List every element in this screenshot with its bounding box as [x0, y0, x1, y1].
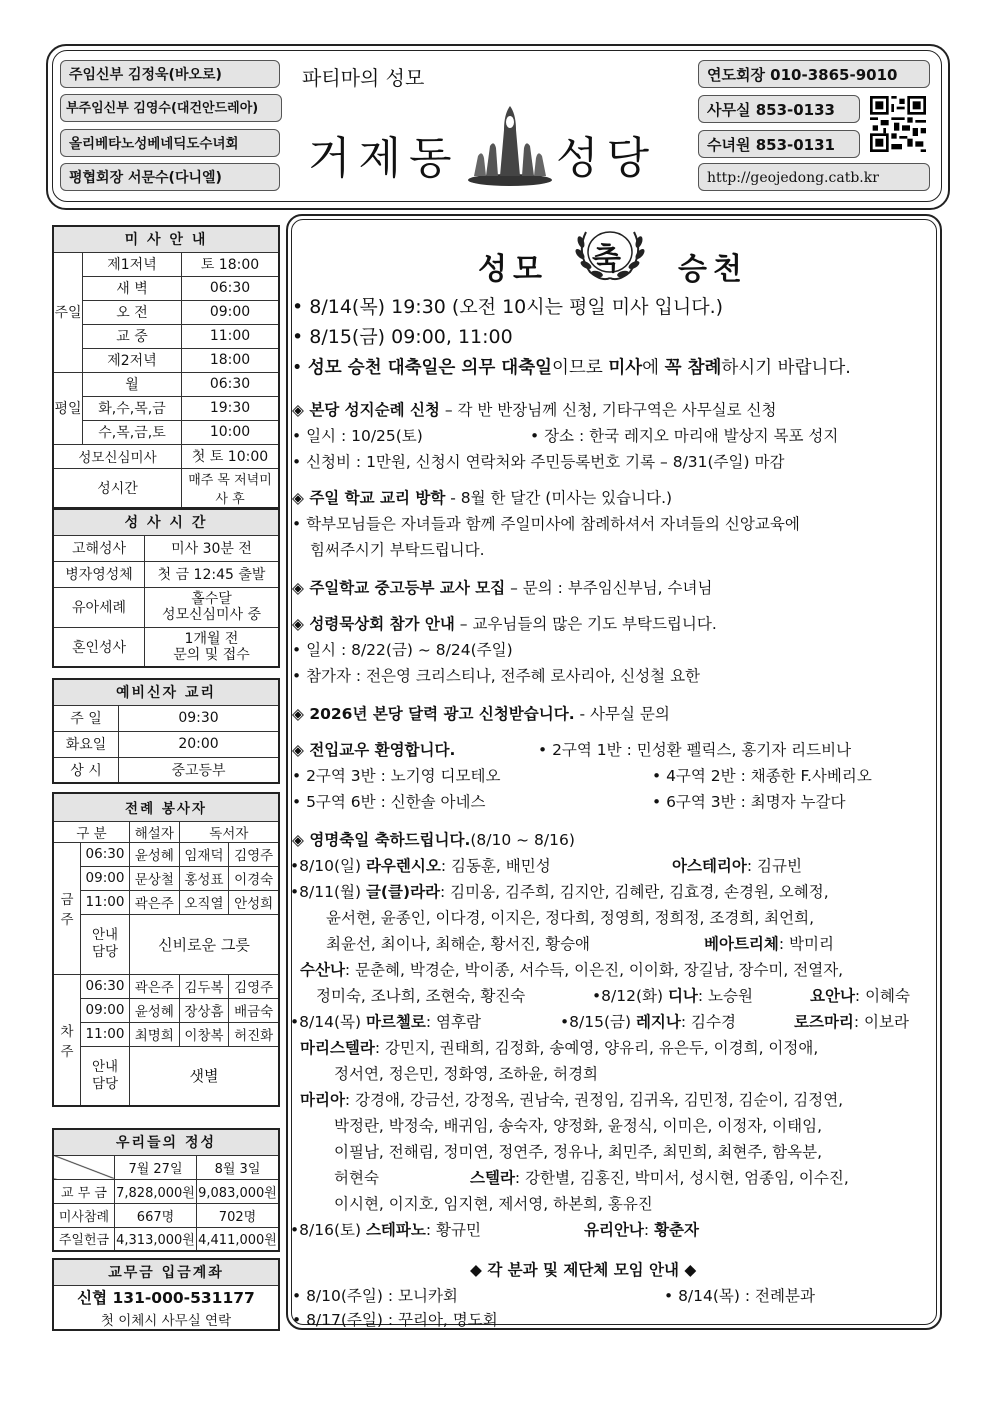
offering-corner: [53, 1155, 115, 1179]
text: 에: [642, 358, 665, 378]
feastday-line: [300, 1088, 843, 1110]
liturgy-time: 11:00: [81, 1022, 130, 1046]
funeral-contact: 연도회장 010-3865-9010: [698, 60, 930, 88]
liturgy-time: 11:00: [81, 890, 130, 914]
text: 아스테리아: [672, 857, 747, 875]
feastday-line: [290, 880, 829, 902]
liturgy-person: 허진화: [229, 1022, 279, 1046]
text: 수산나: [300, 961, 345, 979]
feastday-line: 허현숙: [334, 1169, 379, 1187]
feastday-line: [470, 1166, 849, 1188]
liturgy-person: 곽은주: [130, 890, 180, 914]
text: 베아트리체: [704, 935, 779, 953]
text: •8/12(화): [592, 987, 668, 1005]
liturgy-head: 해설자: [130, 821, 180, 842]
text: – 교우님들의 많은 기도 부탁드립니다.: [454, 615, 717, 633]
catechumen-time: 20:00: [119, 731, 280, 757]
text: : 노승원: [697, 987, 753, 1005]
text: : 김수경: [680, 1013, 736, 1031]
offering-date: 7월 27일: [115, 1155, 197, 1179]
text: 라우렌시오: [365, 857, 441, 875]
feastday-line: 이시현, 이지호, 임지현, 제서영, 하본희, 홍유진: [334, 1195, 653, 1213]
text: ◈ 주일 학교 교리 방학: [292, 489, 446, 507]
feastday-line: 박정란, 박정숙, 배귀임, 송숙자, 양정화, 윤정식, 이미은, 이정자, 이태임,: [334, 1117, 823, 1135]
school-break-text-2: 힘써주시기 부탁드립니다.: [310, 541, 485, 559]
liturgy-person: 안성희: [229, 890, 279, 914]
liturgy-title: 전례 봉사자: [53, 793, 279, 821]
guide-label: 안내 담당: [81, 1046, 130, 1106]
text: 글(클)라라: [365, 883, 441, 901]
offering-label: 교 무 금: [53, 1179, 115, 1203]
mass-time: 10:00: [182, 420, 280, 444]
offering-label: 미사참례: [53, 1203, 115, 1227]
mass-time: 첫 토 10:00: [182, 444, 280, 468]
sacrament-time: 미사 30분 전: [145, 535, 280, 561]
newcomer-item: • 6구역 3반 : 최명자 누갈다: [652, 793, 846, 811]
feast-title-right: 승천: [678, 252, 748, 287]
pilgrimage-place: • 장소 : 한국 레지오 마리애 발상지 목포 성지: [530, 427, 839, 445]
mass-name: 새 벽: [83, 276, 182, 300]
text: •: [292, 358, 308, 378]
next-week-label: 차주: [53, 974, 81, 1106]
text: : 김미옹, 김주희, 김지안, 김혜란, 김효경, 손경원, 오혜정,: [440, 883, 829, 901]
offering-label: 주일헌금: [53, 1227, 115, 1251]
liturgy-person: 문상철: [130, 866, 180, 890]
feastday-line: [290, 1010, 481, 1032]
pilgrimage-heading: [292, 398, 777, 420]
text: •8/11(월): [290, 883, 366, 901]
guide-label: 안내 담당: [81, 914, 130, 974]
slogan: 파티마의 성모: [302, 66, 425, 90]
calendar-ad-heading: [292, 702, 670, 724]
liturgy-head: 구 분: [53, 821, 130, 842]
feastday-line: 정미숙, 조나희, 조현숙, 황진숙: [316, 987, 526, 1005]
feastday-line: [290, 854, 551, 876]
feastday-line: [560, 1010, 736, 1032]
this-week-label: 금주: [53, 842, 81, 974]
retreat-participants: • 참가자 : 전은영 크리스티나, 전주혜 로사리아, 신성철 요한: [292, 667, 701, 685]
sacrament-time: 홀수달 성모신심미사 중: [145, 587, 280, 627]
feastday-line: [810, 984, 910, 1006]
mass-time: 11:00: [182, 324, 280, 348]
convent-phone: 수녀원 853-0131: [698, 130, 860, 158]
liturgy-time: 09:00: [81, 998, 130, 1022]
text: 이므로: [552, 358, 609, 378]
text: 유리안나: [584, 1221, 644, 1239]
text: : 박미리: [778, 935, 834, 953]
text: 마르첼로: [365, 1013, 426, 1031]
liturgy-person: 임재덕: [179, 842, 229, 866]
newcomer-item: • 2구역 3반 : 노기영 디모테오: [292, 767, 501, 785]
feast-title-left: 성모: [478, 252, 548, 287]
text: : 강경애, 강금선, 강정옥, 권남숙, 권정임, 김귀옥, 김민정, 김순이, 김정연,: [344, 1091, 844, 1109]
office-phone: 사무실 853-0133: [698, 95, 860, 123]
sacrament-name: 유아세례: [53, 587, 145, 627]
assistant-pastor-label: 부주임신부 김영수(대건안드레아): [60, 94, 282, 122]
sunday-label: 주일: [53, 252, 83, 372]
text: : 이보라: [853, 1013, 909, 1031]
sacrament-name: 혼인성사: [53, 627, 145, 667]
liturgy-table: [52, 792, 280, 1107]
text: ◈ 성령묵상회 참가 안내: [292, 615, 455, 633]
offering-value: 4,411,000원: [196, 1227, 279, 1251]
text: – 각 반 반장님께 신청, 기타구역은 사무실로 신청: [439, 401, 777, 419]
text: : 김동훈, 배민성: [440, 857, 551, 875]
text: 레지나: [635, 1013, 681, 1031]
liturgy-person: 최명희: [130, 1022, 180, 1046]
offering-value: 702명: [196, 1203, 279, 1227]
qr-code-icon[interactable]: [870, 96, 926, 152]
feastday-line: 정서연, 정은민, 정화영, 조하윤, 허경희: [334, 1065, 599, 1083]
meeting-item: • 8/10(주일) : 모니카회: [292, 1287, 458, 1305]
pastor-label: 주임신부 김정욱(바오로): [60, 60, 280, 88]
feastday-line: [794, 1010, 909, 1032]
text: : 강한별, 김홍진, 박미서, 성시현, 엄종임, 이수진,: [514, 1169, 849, 1187]
offering-value: 9,083,000원: [196, 1179, 279, 1203]
liturgy-person: 홍성표: [179, 866, 229, 890]
feastday-line: [290, 1218, 481, 1240]
sacrament-title: 성 사 시 간: [53, 509, 279, 535]
account-table: [52, 1258, 280, 1331]
feastday-line: 윤서현, 윤종인, 이다경, 이지은, 정다희, 정영희, 정희정, 조경희, 최언희,: [326, 909, 815, 927]
text: ◈ 영명축일 축하드립니다.: [292, 831, 471, 849]
liturgy-person: 김영주: [229, 974, 279, 998]
mass-name: 화,수,목,금: [83, 396, 182, 420]
text: 로즈마리: [794, 1013, 854, 1031]
feast-line-2: • 8/15(금) 09:00, 11:00: [292, 326, 513, 348]
feast-line-1: • 8/14(목) 19:30 (오전 10시는 평일 미사 입니다.): [292, 296, 724, 318]
liturgy-person: 윤성혜: [130, 842, 180, 866]
account-number: 신협 131-000-531177: [53, 1285, 279, 1309]
text: 요안나: [810, 987, 855, 1005]
text: 미사: [608, 358, 643, 378]
mass-time: 19:30: [182, 396, 280, 420]
church-logo-icon: [466, 100, 554, 188]
catechumen-day: 화요일: [53, 731, 119, 757]
liturgy-person: 윤성혜: [130, 998, 180, 1022]
liturgy-time: 06:30: [81, 974, 130, 998]
liturgy-head: 독서자: [179, 821, 279, 842]
mass-name: 제2저녁: [83, 348, 182, 372]
mass-name: 교 중: [83, 324, 182, 348]
text: 황춘자: [654, 1221, 699, 1239]
meetings-heading: ◆ 각 분과 및 제단체 모임 안내 ◆: [470, 1261, 697, 1279]
text: : 염후람: [425, 1013, 481, 1031]
text: 마리스텔라: [300, 1039, 375, 1057]
offering-table: [52, 1128, 280, 1252]
pilgrimage-date: • 일시 : 10/25(토): [292, 427, 423, 445]
offering-value: 7,828,000원: [115, 1179, 197, 1203]
guide-group: 샛별: [130, 1046, 280, 1106]
text: •8/15(금): [560, 1013, 636, 1031]
text: •8/16(토): [290, 1221, 366, 1239]
meeting-item: • 8/14(목) : 전례분과: [664, 1287, 815, 1305]
text: : 황규민: [425, 1221, 481, 1239]
text: •8/14(목): [290, 1013, 366, 1031]
account-note: 첫 이체시 사무실 연락: [53, 1309, 279, 1330]
text: (8/10 ~ 8/16): [470, 831, 575, 849]
retreat-date: • 일시 : 8/22(금) ~ 8/24(주일): [292, 641, 513, 659]
newcomer-item: • 5구역 6반 : 신한솔 아네스: [292, 793, 486, 811]
newcomer-item: • 2구역 1반 : 민성환 펠릭스, 홍기자 리드비나: [538, 741, 852, 759]
text: 스텔라: [470, 1169, 515, 1187]
website-link[interactable]: http://geojedong.catb.kr: [698, 163, 930, 191]
catechumen-time: 중고등부: [119, 757, 280, 783]
text: :: [643, 1221, 655, 1239]
text: – 문의 : 부주임신부님, 수녀님: [505, 579, 713, 597]
teacher-recruit-heading: [292, 576, 712, 598]
offering-value: 4,313,000원: [115, 1227, 197, 1251]
text: - 사무실 문의: [574, 705, 670, 723]
text: •8/10(일): [290, 857, 366, 875]
weekday-label: 평일: [53, 372, 83, 444]
text: 하시기 바랍니다.: [721, 358, 851, 378]
church-title-right: 성당: [556, 133, 658, 184]
mass-time: 06:30: [182, 372, 280, 396]
sacrament-name: 고해성사: [53, 535, 145, 561]
feastday-line: [584, 1218, 699, 1240]
liturgy-person: 오직열: [179, 890, 229, 914]
mass-schedule-table: [52, 225, 280, 509]
sisters-label: 올리베타노성베네딕도수녀회: [60, 129, 280, 157]
sacrament-time: 1개월 전 문의 및 접수: [145, 627, 280, 667]
guide-group: 신비로운 그릇: [130, 914, 280, 974]
newcomer-item: • 4구역 2반 : 채종한 F.사베리오: [652, 767, 872, 785]
feastday-line: [672, 854, 802, 876]
text: 디나: [667, 987, 698, 1005]
mass-name: 제1저녁: [83, 252, 182, 276]
offering-title: 우리들의 정성: [53, 1129, 279, 1155]
church-title-left: 거제동: [308, 133, 460, 184]
liturgy-person: 이경숙: [229, 866, 279, 890]
text: 스테파노: [365, 1221, 426, 1239]
mass-time: 06:30: [182, 276, 280, 300]
account-title: 교무금 입금계좌: [53, 1259, 279, 1285]
mass-title: 미 사 안 내: [53, 226, 279, 252]
catechumen-day: 상 시: [53, 757, 119, 783]
text: : 문춘혜, 박경순, 박이종, 서수득, 이은진, 이이화, 장길남, 장수미, 전열자,: [344, 961, 844, 979]
catechumen-table: [52, 678, 280, 784]
liturgy-person: 김영주: [229, 842, 279, 866]
liturgy-person: 곽은주: [130, 974, 180, 998]
retreat-heading: [292, 612, 717, 634]
text: ◈ 2026년 본당 달력 광고 신청받습니다.: [292, 705, 575, 723]
meeting-item: • 8/17(주일) : 꾸리아, 명도회: [292, 1311, 498, 1329]
text: - 8월 한 달간 (미사는 있습니다.): [445, 489, 673, 507]
catechumen-day: 주 일: [53, 705, 119, 731]
text: 마리아: [300, 1091, 345, 1109]
mass-name: 월: [83, 372, 182, 396]
catechumen-title: 예비신자 교리: [53, 679, 279, 705]
school-break-heading: [292, 486, 672, 508]
liturgy-person: 이창복: [179, 1022, 229, 1046]
text: : 강민지, 권태희, 김정화, 송예영, 양유리, 유은두, 이경희, 이정애,: [374, 1039, 819, 1057]
text: : 김규빈: [746, 857, 802, 875]
feastday-line: [300, 958, 843, 980]
feastday-line: 최윤선, 최이나, 최해순, 황서진, 황승애: [326, 935, 591, 953]
pilgrimage-fee: • 신청비 : 1만원, 신청시 연락처와 주민등록번호 기록 – 8/31(주일) 마감: [292, 453, 785, 471]
feast-title-mark: 축: [592, 242, 621, 277]
feastday-heading: [292, 828, 575, 850]
offering-value: 667명: [115, 1203, 197, 1227]
text: : 이혜숙: [854, 987, 910, 1005]
mass-name: 수,목,금,토: [83, 420, 182, 444]
catechumen-time: 09:30: [119, 705, 280, 731]
feastday-line: [704, 932, 834, 954]
feastday-line: 이필남, 전해림, 정미연, 정연주, 정유나, 최민주, 최민희, 최현주, 함옥분,: [334, 1143, 823, 1161]
liturgy-time: 09:00: [81, 866, 130, 890]
school-break-text-1: • 학부모님들은 자녀들과 함께 주일미사에 참례하셔서 자녀들의 신앙교육에: [292, 515, 800, 533]
mass-name: 오 전: [83, 300, 182, 324]
liturgy-person: 장상흠: [179, 998, 229, 1022]
mass-name: 성시간: [53, 468, 182, 508]
liturgy-person: 김두복: [179, 974, 229, 998]
newcomers-heading: ◈ 전입교우 환영합니다.: [292, 741, 456, 759]
mass-time: 09:00: [182, 300, 280, 324]
text: 꼭 참례: [664, 358, 722, 378]
liturgy-time: 06:30: [81, 842, 130, 866]
feastday-line: [300, 1036, 818, 1058]
mass-name: 성모신심미사: [53, 444, 182, 468]
liturgy-person: 배금숙: [229, 998, 279, 1022]
council-president-label: 평협회장 서문수(다니엘): [60, 163, 280, 191]
feast-line-3: [292, 354, 851, 379]
mass-time: 토 18:00: [182, 252, 280, 276]
offering-date: 8월 3일: [196, 1155, 279, 1179]
text: 성모 승천 대축일은 의무 대축일: [307, 358, 553, 378]
sacrament-time: 첫 금 12:45 출발: [145, 561, 280, 587]
sacrament-table: [52, 508, 280, 668]
text: ◈ 주일학교 중고등부 교사 모집: [292, 579, 506, 597]
mass-time: 18:00: [182, 348, 280, 372]
text: ◈ 본당 성지순례 신청: [292, 401, 440, 419]
feastday-line: [592, 984, 753, 1006]
sacrament-name: 병자영성체: [53, 561, 145, 587]
mass-time: 매주 목 저녁미사 후: [182, 468, 280, 508]
